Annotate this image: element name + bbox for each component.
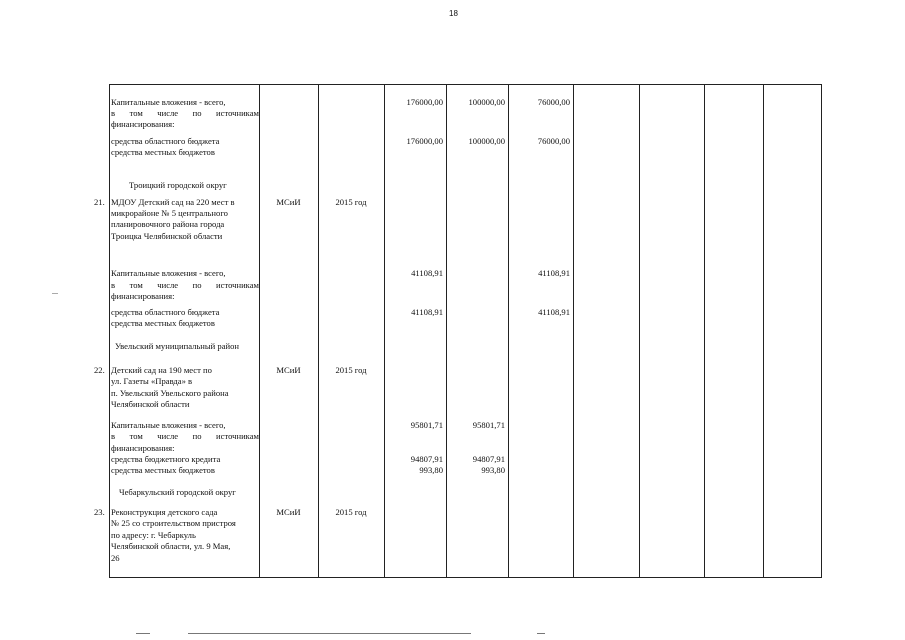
- grid-line: [109, 84, 110, 578]
- grid-line: [821, 84, 822, 578]
- total-value: 94807,91: [410, 454, 443, 464]
- total-value: 176000,00: [406, 136, 443, 146]
- col2-value: 100000,00: [468, 136, 505, 146]
- scan-mark: [537, 633, 545, 634]
- total-value: 95801,71: [410, 420, 443, 430]
- cap-investment-label: Капитальные вложения - всего,: [111, 97, 226, 107]
- grid-line: [109, 84, 822, 85]
- object-name-line: Челябинской области: [111, 399, 190, 409]
- object-name-line: Челябинской области, ул. 9 Мая,: [111, 541, 231, 551]
- row-number: 21.: [94, 197, 105, 207]
- financing-label: финансирования:: [111, 291, 175, 301]
- total-value: 41108,91: [411, 268, 443, 278]
- object-name-line: 26: [111, 553, 120, 563]
- district-heading: Чебаркульский городской округ: [119, 487, 236, 497]
- district-heading: Увельский муниципальный район: [115, 341, 240, 351]
- object-name-line: № 25 со строительством пристроя: [111, 518, 236, 528]
- col2-value: 100000,00: [468, 97, 505, 107]
- col3-value: 41108,91: [538, 268, 570, 278]
- sources-label: в том числе по источникам: [111, 431, 259, 441]
- object-name-line: Троицка Челябинской области: [111, 231, 223, 241]
- scan-mark: [52, 293, 58, 294]
- cap-investment-label: Капитальные вложения - всего,: [111, 420, 226, 430]
- total-value: 993,80: [419, 465, 443, 475]
- grid-line: [446, 84, 447, 578]
- grid-line: [704, 84, 705, 578]
- object-name-line: ул. Газеты «Правда» в: [111, 376, 193, 386]
- year: 2015 год: [335, 365, 367, 375]
- source-local-label: средства местных бюджетов: [111, 318, 215, 328]
- grid-line: [573, 84, 574, 578]
- executor: МСиИ: [276, 507, 301, 517]
- col2-value: 993,80: [481, 465, 505, 475]
- page-number: 18: [449, 9, 458, 18]
- executor: МСиИ: [276, 197, 301, 207]
- sources-label: в том числе по источникам: [111, 280, 259, 290]
- scan-mark: [136, 633, 150, 634]
- source-local-label: средства местных бюджетов: [111, 465, 215, 475]
- grid-line: [109, 577, 822, 578]
- source-regional-label: средства областного бюджета: [111, 136, 220, 146]
- source-local-label: средства местных бюджетов: [111, 147, 215, 157]
- object-name-line: планировочного района города: [111, 219, 225, 229]
- year: 2015 год: [335, 507, 367, 517]
- object-name-line: МДОУ Детский сад на 220 мест в: [111, 197, 235, 207]
- cap-investment-label: Капитальные вложения - всего,: [111, 268, 226, 278]
- object-name-line: Детский сад на 190 мест по: [111, 365, 212, 375]
- grid-line: [384, 84, 385, 578]
- executor: МСиИ: [276, 365, 301, 375]
- financing-label: финансирования:: [111, 119, 175, 129]
- district-heading: Троицкий городской округ: [129, 180, 227, 190]
- source-regional-label: средства областного бюджета: [111, 307, 220, 317]
- financing-label: финансирования:: [111, 443, 175, 453]
- total-value: 176000,00: [406, 97, 443, 107]
- col3-value: 76000,00: [537, 136, 570, 146]
- row-number: 22.: [94, 365, 105, 375]
- scan-mark: [188, 633, 471, 634]
- col2-value: 94807,91: [472, 454, 505, 464]
- col3-value: 76000,00: [537, 97, 570, 107]
- grid-line: [318, 84, 319, 578]
- object-name-line: п. Увельский Увельского района: [111, 388, 229, 398]
- col3-value: 41108,91: [538, 307, 570, 317]
- source-credit-label: средства бюджетного кредита: [111, 454, 221, 464]
- object-name-line: Реконструкция детского сада: [111, 507, 218, 517]
- object-name-line: микрорайоне № 5 центрального: [111, 208, 228, 218]
- grid-line: [508, 84, 509, 578]
- grid-line: [763, 84, 764, 578]
- row-number: 23.: [94, 507, 105, 517]
- sources-label: в том числе по источникам: [111, 108, 259, 118]
- grid-line: [639, 84, 640, 578]
- object-name-line: по адресу: г. Чебаркуль: [111, 530, 196, 540]
- total-value: 41108,91: [411, 307, 443, 317]
- col2-value: 95801,71: [472, 420, 505, 430]
- year: 2015 год: [335, 197, 367, 207]
- grid-line: [259, 84, 260, 578]
